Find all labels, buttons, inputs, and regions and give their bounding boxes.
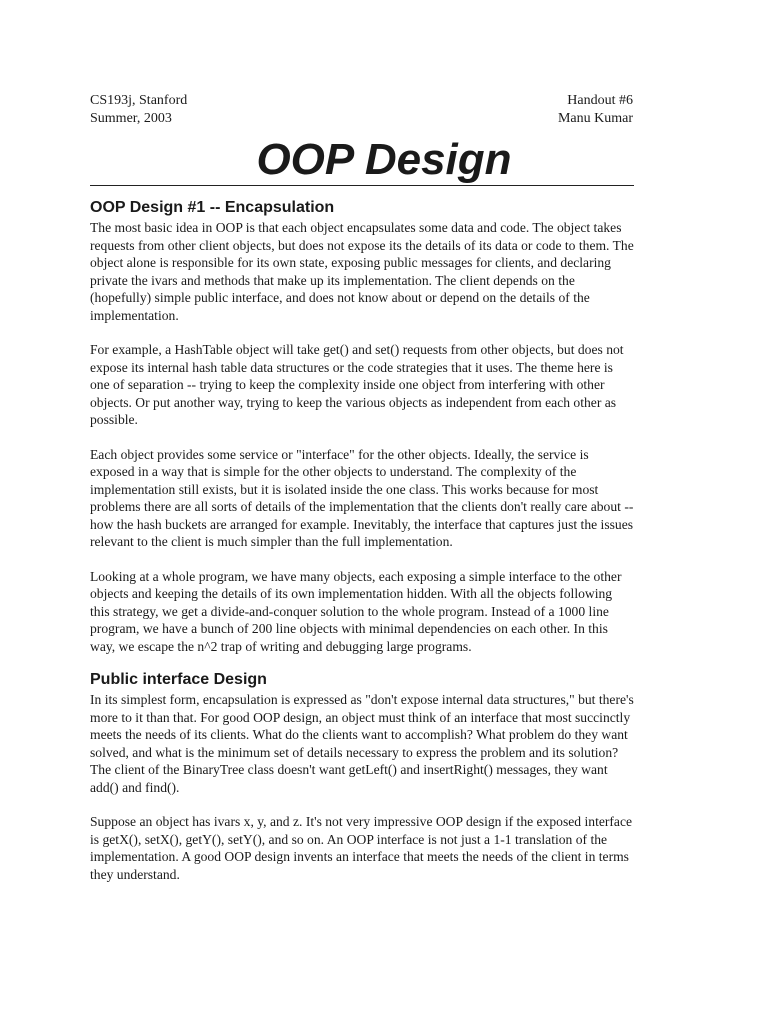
paragraph: Looking at a whole program, we have many objects, each exposing a simple interface to the other objects and keeping the details of its own implementation hidden. With all the objects following this strategy, we get a divide-and-conquer solution to the whole program. Instead of a 1000 line program, we have a bunch of 200 line objects with minimal dependencies on each other. In this way, we escape the n^2 trap of writing and debugging large programs. <box>90 568 622 654</box>
title-divider <box>90 185 634 186</box>
paragraph: Suppose an object has ivars x, y, and z. It's not very impressive OOP design if the exposed interface is getX(), setX(), getY(), setY(), and so on. An OOP interface is not just a 1-1 translation of the implementation. A good OOP design invents an interface that meets the needs of the client in terms they understand. <box>90 814 633 882</box>
paragraph: In its simplest form, encapsulation is expressed as "don't expose internal data structures," but there's more to it than that. For good OOP design, an object must think of an interface that most succinctly meets the needs of its clients. What do the clients want to accomplish? What problem do they want solved, and what is the minimum set of details necessary to express the problem and its solution? The client of the BinaryTree class doesn't want getLeft() and insertRight() messages, they want add() and find(). <box>90 692 634 795</box>
term: Summer, 2003 <box>90 111 172 126</box>
handout-info <box>558 92 633 128</box>
section-heading: OOP Design #1 -- Encapsulation <box>90 199 335 216</box>
course-info <box>90 92 187 128</box>
author: Manu Kumar <box>557 111 633 126</box>
course-name: CS193j, Stanford <box>90 93 188 108</box>
section-heading: Public interface Design <box>90 671 267 688</box>
paragraph: Each object provides some service or "interface" for the other objects. Ideally, the service is exposed in a way that is simple for the other objects to understand. The complexity of the implementation still exists, but it is isolated inside the one class. This works because for most problems there are all sorts of details of the implementation that the clients don't really care about -- how the hash buckets are arranged for example. Inevitably, the interface that captures just the issues relevant to the client is much simpler than the full implementation. <box>90 446 634 549</box>
paragraph: For example, a HashTable object will take get() and set() requests from other objects, but does not expose its internal hash table data structures or the code strategies that it uses. The theme here is one of separation -- trying to keep the complexity inside one object from interfering with other objects. Or put another way, trying to keep the various objects as independent from each other as possible. <box>90 342 624 427</box>
document-body <box>90 198 635 900</box>
paragraph: The most basic idea in OOP is that each object encapsulates some data and code. The object takes requests from other client objects, but does not expose its the details of its data or code to them. The object alone is responsible for its own state, exposing public messages for clients, and declaring private the ivars and methods that make up its implementation. The client depends on the (hopefully) simple public interface, and does not know about or depend on the details of the implementation. <box>90 220 634 323</box>
section-public-interface <box>90 670 635 883</box>
handout-number: Handout #6 <box>567 93 633 108</box>
section-encapsulation <box>90 198 635 655</box>
page-title: OOP Design <box>256 135 512 184</box>
